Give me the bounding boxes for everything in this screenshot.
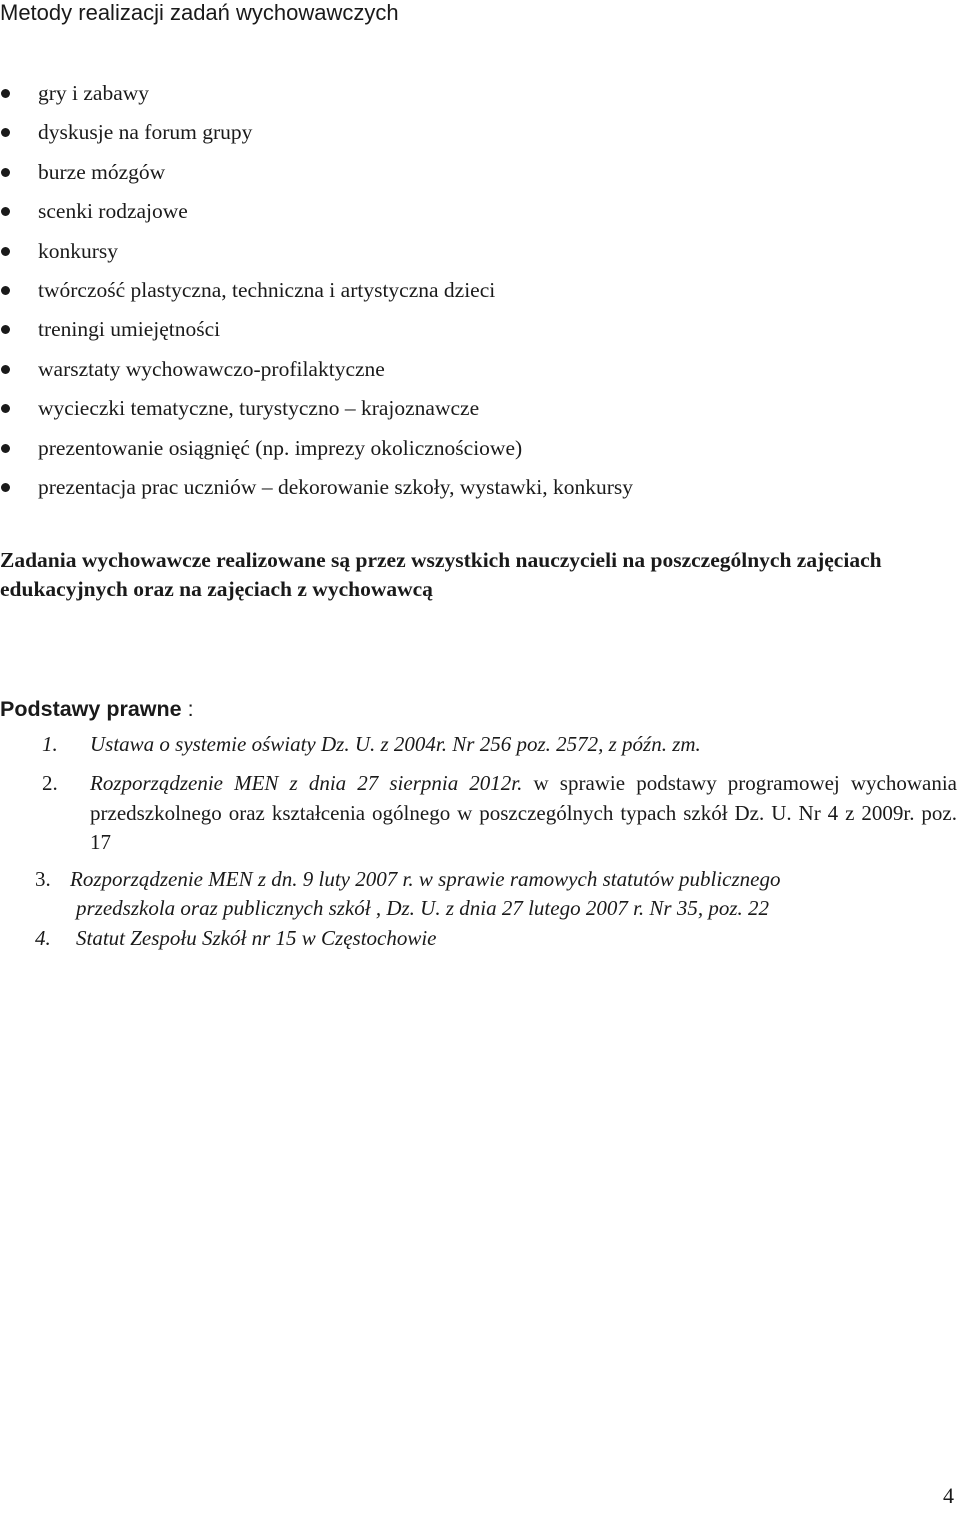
- legal-item-number: 1.: [42, 732, 58, 756]
- list-item-text: scenki rodzajowe: [38, 199, 188, 224]
- bullet-icon: [1, 168, 10, 177]
- statement-paragraph: Zadania wychowawcze realizowane są przez wszystkich nauczycieli na poszczególnych zajęciach edukacyjnych oraz na zajęciach z wychowawcą: [0, 548, 882, 601]
- legal-heading: [0, 695, 194, 723]
- list-item-text: gry i zabawy: [38, 81, 150, 105]
- legal-item-number: 4.: [35, 926, 51, 950]
- legal-heading-colon: :: [181, 697, 194, 721]
- bullet-icon: [1, 325, 10, 334]
- list-item: [0, 393, 633, 432]
- list-item: [0, 433, 633, 472]
- legal-item-line-1: [70, 865, 781, 895]
- legal-item-number: 3.: [35, 867, 51, 891]
- legal-item-text-rest: w sprawie ramowych statutów publicznego: [413, 867, 781, 891]
- legal-item-text: Ustawa o systemie oświaty Dz. U. z 2004r. Nr 256 poz. 2572, z późn. zm.: [90, 732, 701, 756]
- list-item: [0, 314, 633, 353]
- list-item-text: twórczość plastyczna, techniczna i artystyczna dzieci: [38, 277, 496, 302]
- list-item: [0, 472, 633, 511]
- list-item-text: wycieczki tematyczne, turystyczno – krajoznawcze: [38, 396, 480, 421]
- list-item-text: dyskusje na forum grupy: [38, 120, 253, 145]
- list-item: [0, 196, 633, 235]
- legal-item-number: 2.: [42, 771, 58, 795]
- legal-item-line-2: przedszkola oraz publicznych szkół , Dz. U. z dnia 27 lutego 2007 r. Nr 35, poz. 22: [76, 896, 770, 920]
- list-item: [0, 78, 633, 117]
- bullet-icon: [1, 89, 10, 98]
- list-item: [0, 157, 633, 196]
- legal-item-text-rest: w sprawie podstawy programowej wychowania przedszkolnego oraz kształcenia ogólnego w poszczególnych typach szkół Dz. U. Nr 4 z 2009r. poz. 17: [90, 771, 957, 854]
- list-item-text: prezentowanie osiągnięć (np. imprezy okolicznościowe): [38, 435, 523, 460]
- legal-item-text: Statut Zespołu Szkół nr 15 w Częstochowie: [76, 926, 437, 950]
- list-item: [0, 354, 633, 393]
- list-item-text: treningi umiejętności: [38, 317, 221, 342]
- list-item-text: warsztaty wychowawczo-profilaktyczne: [38, 356, 385, 381]
- list-item-text: konkursy: [38, 238, 119, 263]
- bullet-icon: [1, 444, 10, 453]
- bullet-icon: [1, 128, 10, 137]
- legal-item-3: [0, 865, 960, 925]
- legal-item-text: [90, 769, 957, 858]
- page-number: 4: [943, 1483, 954, 1508]
- legal-item-text-italic: Rozporządzenie MEN z dnia 27 sierpnia 2012r.: [90, 771, 523, 795]
- list-item: [0, 236, 633, 275]
- legal-item-4: [0, 924, 960, 954]
- bullet-icon: [1, 286, 10, 295]
- methods-list: [0, 78, 633, 511]
- bullet-icon: [1, 365, 10, 374]
- legal-heading-text: Podstawy prawne: [0, 697, 182, 721]
- page-title: Metody realizacji zadań wychowawczych: [0, 0, 399, 25]
- list-item: [0, 117, 633, 156]
- bullet-icon: [1, 247, 10, 256]
- legal-item-text-italic: Rozporządzenie MEN z dn. 9 luty 2007 r.: [70, 867, 414, 891]
- list-item-text: prezentacja prac uczniów – dekorowanie szkoły, wystawki, konkursy: [38, 474, 634, 499]
- legal-item-2: [0, 769, 960, 861]
- list-item: [0, 275, 633, 314]
- bullet-icon: [1, 483, 10, 492]
- list-item-text: burze mózgów: [38, 159, 166, 184]
- bullet-icon: [1, 404, 10, 413]
- legal-item-1: [0, 730, 960, 760]
- bullet-icon: [1, 207, 10, 216]
